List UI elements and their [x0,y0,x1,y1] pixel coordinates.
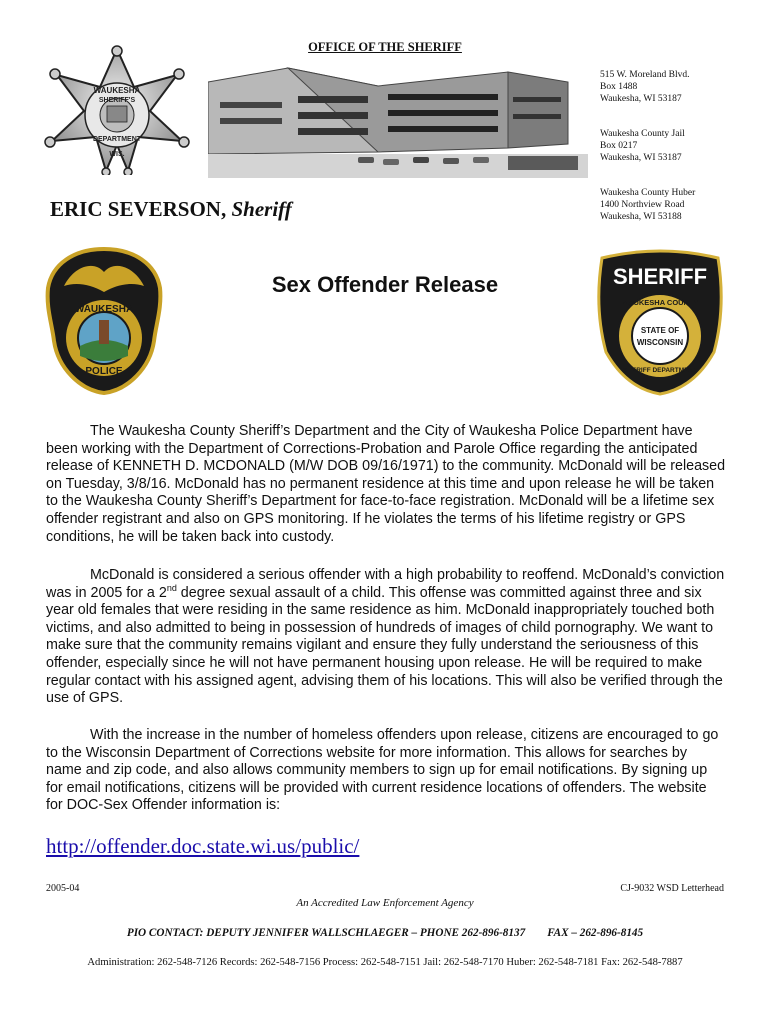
address-block-huber [600,187,695,223]
address-line: Box 0217 [600,141,638,151]
sheriff-title-text: Sheriff [231,197,292,221]
address-line: Waukesha, WI 53187 [600,94,682,104]
patch-text: WAUKESHA COUNTY [621,298,699,307]
patch-text: SHERIFF [612,264,708,289]
body-paragraph-2 [46,567,726,708]
pio-contact-line [0,927,770,939]
address-line: 1400 Northview Road [600,200,685,210]
address-line: Waukesha County Jail [600,129,685,139]
sheriff-name-text: ERIC SEVERSON, [50,197,227,221]
address-line: 515 W. Moreland Blvd. [600,70,690,80]
patch-text: POLICE [85,366,123,377]
office-title: OFFICE OF THE SHERIFF [308,40,462,54]
jail-building-photo [208,62,588,178]
badge-text: WIS. [109,151,125,158]
body-paragraph-3 [46,727,726,815]
paragraph-text: degree sexual assault of a child. This offense was committed against three and six year old females that were residing in the same residence as him. McDonald inappropriately touched both victims, and also admitted to being in possession of hundreds of images of child pornography. We want to make sure that the community remains vigilant and ensure they fully understand the seriousness of this offender, especially since he will not have permanent housing upon release. He will be required to make regular contact with his assigned agent, advising them of his locations. This will also be verified through the use of GPS. [46,584,723,707]
paragraph-text: McDonald is considered a serious offender with a high probability to reoffend. McDonald’s conviction was in 2005 for a 2 [46,567,725,601]
form-code: CJ-9032 WSD Letterhead [620,883,724,894]
address-line: Waukesha, WI 53188 [600,212,682,222]
paragraph-text: The Waukesha County Sheriff’s Department and the City of Waukesha Police Department have been working with the Department of Corrections-Probation and Parole Office regarding the anticipated release of KENNETH D. MCDONALD (M/W DOB 09/16/1971) to the community. McDonald will be released on Tuesday, 3/8/16. McDonald has no permanent residence at this time and upon release he will be taken to the Waukesha County Sheriff’s Department for face-to-face registration. McDonald will be a lifetime sex offender registrant and also on GPS monitoring. If he violates the terms of his lifetime registry or GPS conditions, he will be taken back into custody. [46,423,726,545]
phone-directory: Administration: 262-548-7126 Records: 262-548-7156 Process: 262-548-7151 Jail: 262-548-7170 Huber: 262-548-7181 Fax: 262-548-7887 [87,957,683,968]
waukesha-county-sheriff-patch-logo [594,248,726,396]
badge-text: SHERIFF'S [98,97,136,104]
address-line: Box 1488 [600,82,638,92]
patch-text: STATE OF [640,326,680,335]
body-paragraph-1 [46,423,726,546]
fax-text: FAX – 262-896-8145 [547,927,644,939]
address-line: Waukesha County Huber [600,188,696,198]
address-block-jail [600,128,685,164]
form-date: 2005-04 [46,883,80,894]
waukesha-police-patch-logo [44,246,164,396]
ordinal-suffix: nd [166,582,177,593]
sheriff-star-badge-logo [42,45,192,175]
sheriff-name [50,197,292,222]
address-block-main [600,69,689,105]
badge-text: WAUKESHA [93,86,141,95]
pio-contact-text: PIO CONTACT: DEPUTY JENNIFER WALLSCHLAEGER – PHONE 262-896-8137 [126,927,526,939]
address-line: Waukesha, WI 53187 [600,153,682,163]
paragraph-text: With the increase in the number of homeless offenders upon release, citizens are encouraged to go to the Wisconsin Department of Corrections website for more information. This allows for searches by name and zip code, and also allows community members to sign up for email notifications. By signing up for email notifications, citizens will be provided with current residence locations of offenders. The website for DOC-Sex Offender information is: [46,727,719,814]
doc-sex-offender-website-link[interactable]: http://offender.doc.state.wi.us/public/ [46,834,360,858]
patch-text: WISCONSIN [636,338,684,347]
badge-text: DEPARTMENT [92,136,142,143]
patch-text: WAUKESHA [74,304,134,315]
document-title: Sex Offender Release [271,272,499,297]
accreditation-line: An Accredited Law Enforcement Agency [296,897,474,909]
patch-text: SHERIFF DEPARTMENT [622,367,698,374]
